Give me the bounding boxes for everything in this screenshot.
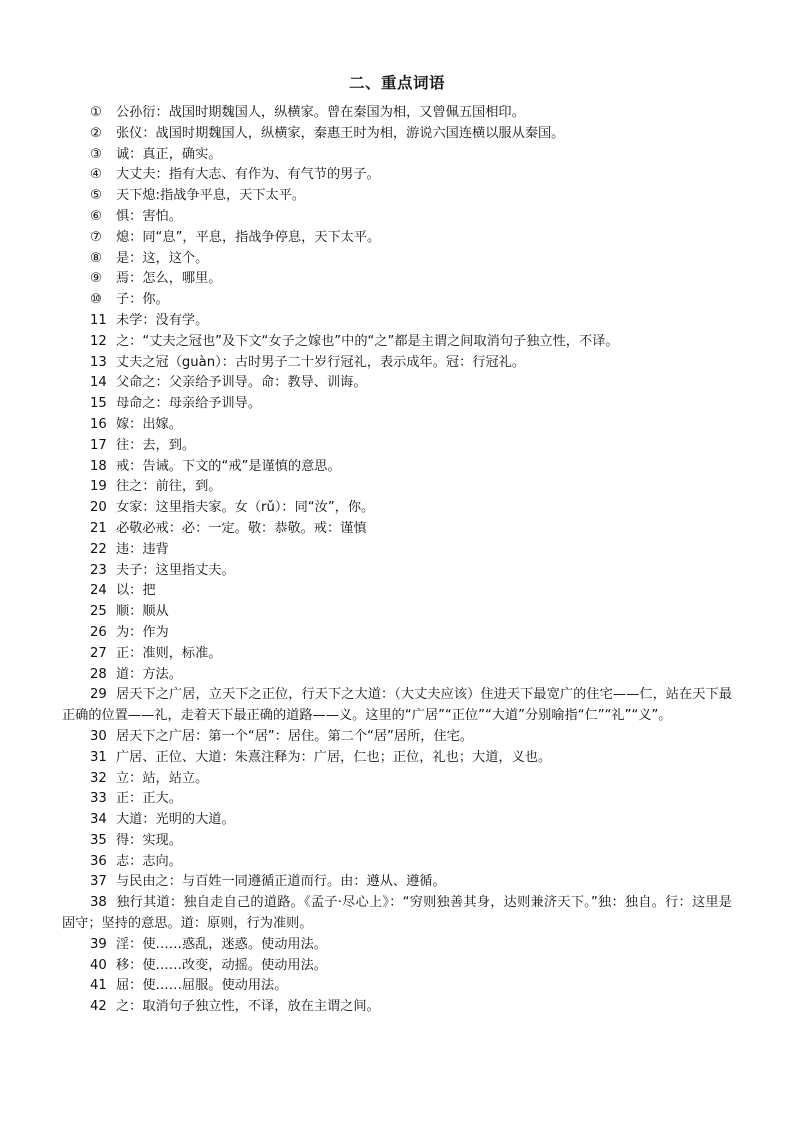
entry-number: 19: [90, 479, 107, 495]
entry-text: 道：方法。: [116, 666, 182, 682]
entry-text: 往之：前往，到。: [116, 479, 222, 495]
entry-text: 之：取消句子独立性，不译，放在主谓之间。: [116, 999, 380, 1015]
entry-number: 22: [90, 541, 107, 557]
glossary-entry: [62, 976, 732, 997]
glossary-entry: [62, 748, 732, 769]
glossary-entry: [62, 207, 732, 228]
entry-text: 移：使……改变，动摇。使动用法。: [116, 957, 327, 973]
glossary-entry: [62, 394, 732, 415]
entry-number: 25: [90, 604, 107, 620]
section-title: 二、重点词语: [348, 74, 445, 92]
entry-number: 40: [90, 957, 107, 973]
entry-text: 正：正大。: [116, 791, 182, 807]
entry-number: 30: [90, 728, 107, 744]
entry-text: 志：志向。: [116, 853, 182, 869]
glossary-list: [62, 103, 732, 1018]
entry-text: 居天下之广居：第一个“居”：居住。第二个“居”居所，住宅。: [116, 728, 474, 744]
entry-text: 往：去，到。: [116, 437, 196, 453]
entry-number: ⑩: [90, 292, 102, 308]
entry-number: 33: [90, 791, 107, 807]
entry-text: 违：违背: [116, 541, 169, 557]
entry-text: 屈：使……屈服。使动用法。: [116, 978, 288, 994]
entry-number: 39: [90, 936, 107, 952]
glossary-entry: [62, 353, 732, 374]
glossary-entry: [62, 602, 732, 623]
glossary-entry: [62, 852, 732, 873]
entry-text: 立：站，站立。: [116, 770, 209, 786]
entry-number: ⑨: [90, 271, 102, 287]
glossary-entry: [62, 540, 732, 561]
entry-text: 正：准则，标准。: [116, 645, 222, 661]
entry-number: ⑦: [90, 229, 102, 245]
entry-number: 29: [90, 687, 107, 703]
entry-text: 顺：顺从: [116, 604, 169, 620]
entry-text: 子：你。: [116, 292, 169, 308]
entry-number: ②: [90, 125, 102, 141]
glossary-entry: [62, 228, 732, 249]
glossary-entry: [62, 623, 732, 644]
glossary-entry: [62, 685, 732, 727]
glossary-entry: [62, 727, 732, 748]
glossary-entry: [62, 872, 732, 893]
glossary-entry: [62, 831, 732, 852]
entry-number: ⑧: [90, 250, 102, 266]
entry-text: 未学：没有学。: [116, 312, 209, 328]
glossary-entry: [62, 103, 732, 124]
entry-number: 26: [90, 624, 107, 640]
entry-text: 熄：同“息”，平息，指战争停息，天下太平。: [116, 229, 381, 245]
entry-text: 母命之：母亲给予训导。: [116, 396, 262, 412]
entry-text: 大丈夫：指有大志、有作为、有气节的男子。: [116, 167, 380, 183]
glossary-entry: [62, 165, 732, 186]
glossary-entry: [62, 498, 732, 519]
entry-text: 丈夫之冠（guàn）：古时男子二十岁行冠礼，表示成年。冠：行冠礼。: [116, 354, 526, 370]
entry-number: 37: [90, 874, 107, 890]
entry-text: 与民由之：与百姓一同遵循正道而行。由：遵从、遵循。: [116, 874, 446, 890]
glossary-entry: [62, 269, 732, 290]
entry-number: 12: [90, 333, 107, 349]
glossary-entry: [62, 145, 732, 166]
glossary-entry: [62, 644, 732, 665]
entry-text: 为：作为: [116, 624, 169, 640]
entry-text: 戒：告诫。下文的“戒”是谨慎的意思。: [116, 458, 341, 474]
entry-number: 17: [90, 437, 107, 453]
entry-number: 42: [90, 999, 107, 1015]
glossary-entry: [62, 519, 732, 540]
entry-number: 13: [90, 354, 107, 370]
entry-number: ⑤: [90, 188, 102, 204]
glossary-entry: [62, 415, 732, 436]
entry-number: 31: [90, 749, 107, 765]
entry-text: 独行其道：独自走自己的道路。《孟子·尽心上》：“穷则独善其身，达则兼济天下。”独：独自。行：这里是固守；坚持的意思。道：原则，行为准则。: [62, 895, 732, 932]
glossary-entry: [62, 893, 732, 935]
entry-number: 34: [90, 812, 107, 828]
glossary-entry: [62, 457, 732, 478]
glossary-entry: [62, 249, 732, 270]
entry-number: ①: [90, 105, 102, 120]
entry-text: 惧：害怕。: [116, 208, 182, 224]
entry-number: 21: [90, 520, 107, 536]
entry-number: 18: [90, 458, 107, 474]
entry-number: 36: [90, 853, 107, 869]
entry-text: 得：实现。: [116, 832, 182, 848]
entry-number: 41: [90, 978, 107, 994]
glossary-entry: [62, 956, 732, 977]
glossary-entry: [62, 186, 732, 207]
entry-number: 15: [90, 396, 107, 412]
entry-text: 是：这，这个。: [116, 250, 209, 266]
entry-text: 父命之：父亲给予训导。命：教导、训诲。: [116, 375, 367, 391]
entry-number: 38: [90, 895, 107, 911]
entry-number: 14: [90, 375, 107, 391]
glossary-entry: [62, 477, 732, 498]
entry-text: 诚：真正，确实。: [116, 146, 222, 162]
glossary-entry: [62, 581, 732, 602]
entry-text: 嫁：出嫁。: [116, 416, 182, 432]
glossary-entry: [62, 124, 732, 145]
entry-text: 天下熄:指战争平息，天下太平。: [116, 188, 306, 204]
entry-text: 必敬必戒：必：一定。敬：恭敬。戒：谨慎: [116, 520, 367, 536]
entry-text: 淫：使……惑乱，迷惑。使动用法。: [116, 936, 327, 952]
glossary-entry: [62, 436, 732, 457]
glossary-entry: [62, 665, 732, 686]
entry-text: 女家：这里指夫家。女（rǔ）：同“汝”，你。: [116, 500, 375, 516]
entry-number: ③: [90, 146, 102, 162]
glossary-entry: [62, 789, 732, 810]
entry-number: 35: [90, 832, 107, 848]
entry-number: ⑥: [90, 208, 102, 224]
entry-text: 夫子：这里指丈夫。: [116, 562, 235, 578]
glossary-entry: [62, 311, 732, 332]
entry-number: 27: [90, 645, 107, 661]
glossary-entry: [62, 332, 732, 353]
glossary-entry: [62, 290, 732, 311]
entry-number: 11: [90, 312, 107, 328]
entry-text: 大道：光明的大道。: [116, 812, 235, 828]
entry-number: ④: [90, 167, 102, 183]
glossary-entry: [62, 373, 732, 394]
glossary-entry: [62, 935, 732, 956]
entry-number: 16: [90, 416, 107, 432]
glossary-entry: [62, 997, 732, 1018]
entry-text: 张仪：战国时期魏国人，纵横家，秦惠王时为相，游说六国连横以服从秦国。: [116, 125, 565, 141]
entry-text: 居天下之广居，立天下之正位，行天下之大道：（大丈夫应该）住进天下最宽广的住宅——仁，站在天下最正确的位置——礼，走着天下最正确的道路——义。这里的“广居”“正位”“大道”分别喻指“仁”“礼”“义”。: [62, 687, 732, 724]
entry-number: 28: [90, 666, 107, 682]
entry-text: 之：“丈夫之冠也”及下文“女子之嫁也”中的“之”都是主谓之间取消句子独立性，不译。: [116, 333, 619, 349]
entry-text: 广居、正位、大道：朱熹注释为：广居，仁也；正位，礼也；大道，义也。: [116, 749, 552, 765]
glossary-entry: [62, 561, 732, 582]
entry-text: 以：把: [116, 583, 156, 599]
glossary-entry: [62, 810, 732, 831]
glossary-entry: [62, 769, 732, 790]
entry-number: 20: [90, 500, 107, 516]
entry-number: 24: [90, 583, 107, 599]
entry-text: 公孙衍：战国时期魏国人，纵横家。曾在秦国为相，又曾佩五国相印。: [116, 105, 525, 120]
entry-number: 23: [90, 562, 107, 578]
entry-text: 焉：怎么，哪里。: [116, 271, 222, 287]
entry-number: 32: [90, 770, 107, 786]
